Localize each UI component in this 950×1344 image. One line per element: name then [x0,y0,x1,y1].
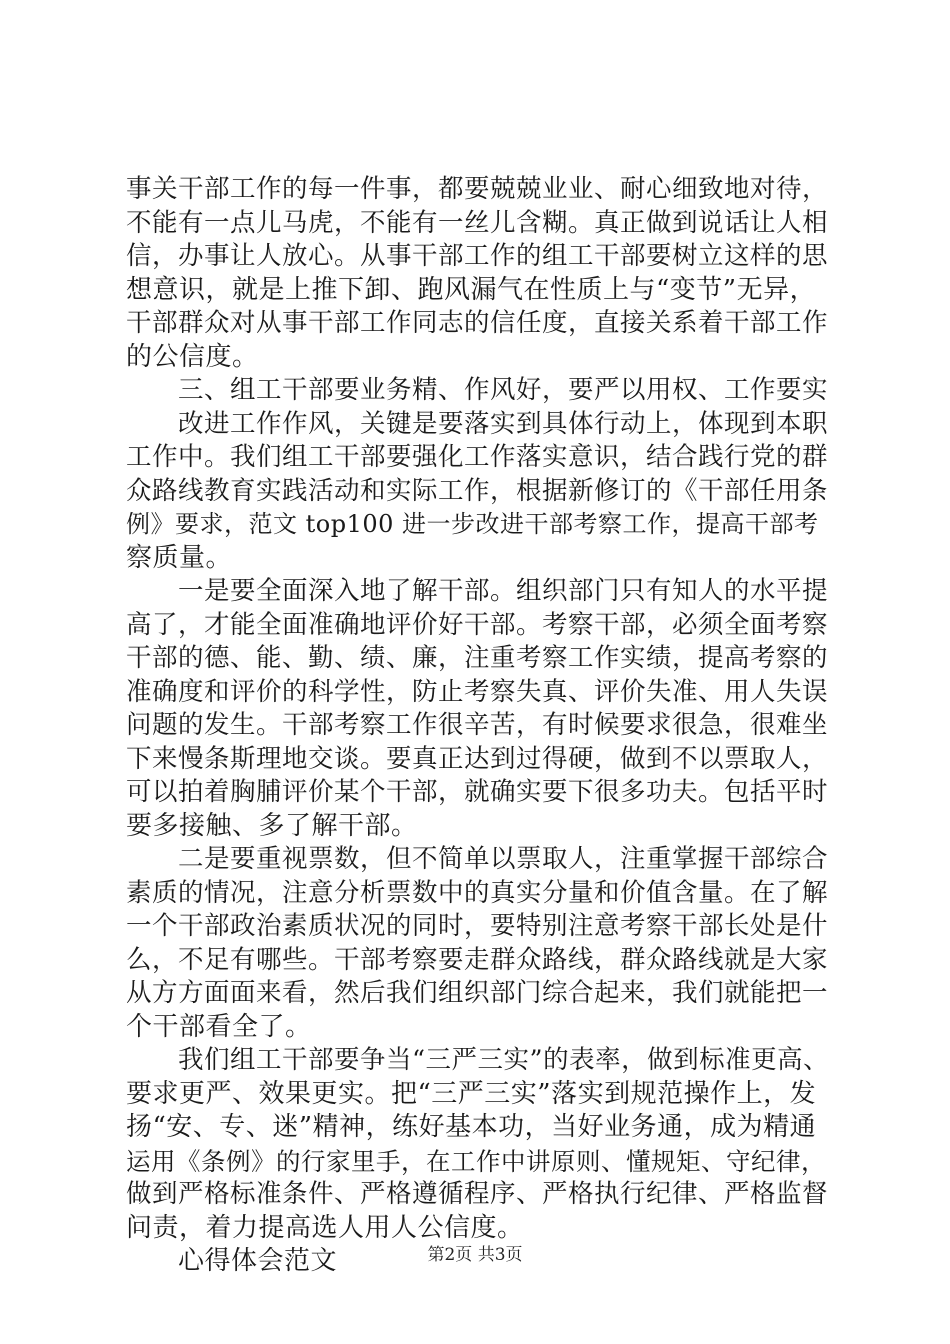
text-line: 想意识，就是上推下卸、跑风漏气在性质上与“变节”无异， [126,274,817,305]
text-line: 可以拍着胸脯评价某个干部，就确实要下很多功夫。包括平时 [126,777,829,807]
text-line: 干部的德、能、勤、绩、廉，注重考察工作实绩，提高考察的 [126,643,829,673]
page-footer: 第2页 共3页 [427,1245,523,1265]
text-line: 一是要全面深入地了解干部。组织部门只有知人的水平提 [178,576,829,606]
text-line: 事关干部工作的每一件事，都要兢兢业业、耐心细致地对待， [126,174,829,204]
text-line: 心得体会范文 [178,1246,338,1276]
text-line: 的公信度。 [126,341,259,372]
text-line: 察质量。 [126,542,233,573]
text-line: 我们组工干部要争当“三严三实”的表率，做到标准更高、 [178,1045,830,1075]
text-line: 么，不足有哪些。干部考察要走群众路线，群众路线就是大家 [126,944,829,975]
text-line: 干部群众对从事干部工作同志的信任度，直接关系着干部工作 [126,308,829,338]
text-line: 问责，着力提高选人用人公信度。 [126,1212,524,1243]
text-line: 问题的发生。干部考察工作很辛苦，有时候要求很急，很难坐 [126,710,829,740]
text-line: 要求更严、效果更实。把“三严三实”落实到规范操作上，发 [126,1078,817,1109]
text-line: 信，办事让人放心。从事干部工作的组工干部要树立这样的思 [126,241,829,271]
text-line: 做到严格标准条件、严格遵循程序、严格执行纪律、严格监督 [126,1179,829,1209]
text-line: 要多接触、多了解干部。 [126,810,418,841]
text-line: 二是要重视票数，但不简单以票取人，注重掌握干部综合 [178,844,829,874]
text-line: 准确度和评价的科学性，防止考察失真、评价失准、用人失误 [126,676,829,707]
text-line: 下来慢条斯理地交谈。要真正达到过得硬，做到不以票取人， [126,743,829,774]
text-line: 从方方面面来看，然后我们组织部门综合起来，我们就能把一 [126,978,829,1008]
text-line: 扬“安、专、迷”精神，练好基本功，当好业务通，成为精通 [126,1112,817,1142]
text-line: 素质的情况，注意分析票数中的真实分量和价值含量。在了解 [126,877,829,908]
text-line: 不能有一点儿马虎，不能有一丝儿含糊。真正做到说话让人相 [126,207,829,238]
text-line: 运用《条例》的行家里手，在工作中讲原则、懂规矩、守纪律， [126,1146,826,1176]
text-line: 个干部看全了。 [126,1011,312,1042]
text-line: 例》要求，范文 top100 进一步改进干部考察工作，提高干部考 [126,510,819,538]
document-body [126,173,832,1279]
text-line: 三、组工干部要业务精、作风好，要严以用权、工作要实 [178,375,829,405]
text-line: 高了，才能全面准确地评价好干部。考察干部，必须全面考察 [126,609,829,640]
text-line: 改进工作作风，关键是要落实到具体行动上，体现到本职 [178,408,829,439]
text-line: 工作中。我们组工干部要强化工作落实意识，结合践行党的群 [126,442,829,472]
text-line: 一个干部政治素质状况的同时，要特别注意考察干部长处是什 [126,911,829,941]
text-line: 众路线教育实践活动和实际工作，根据新修订的《干部任用条 [126,475,829,506]
